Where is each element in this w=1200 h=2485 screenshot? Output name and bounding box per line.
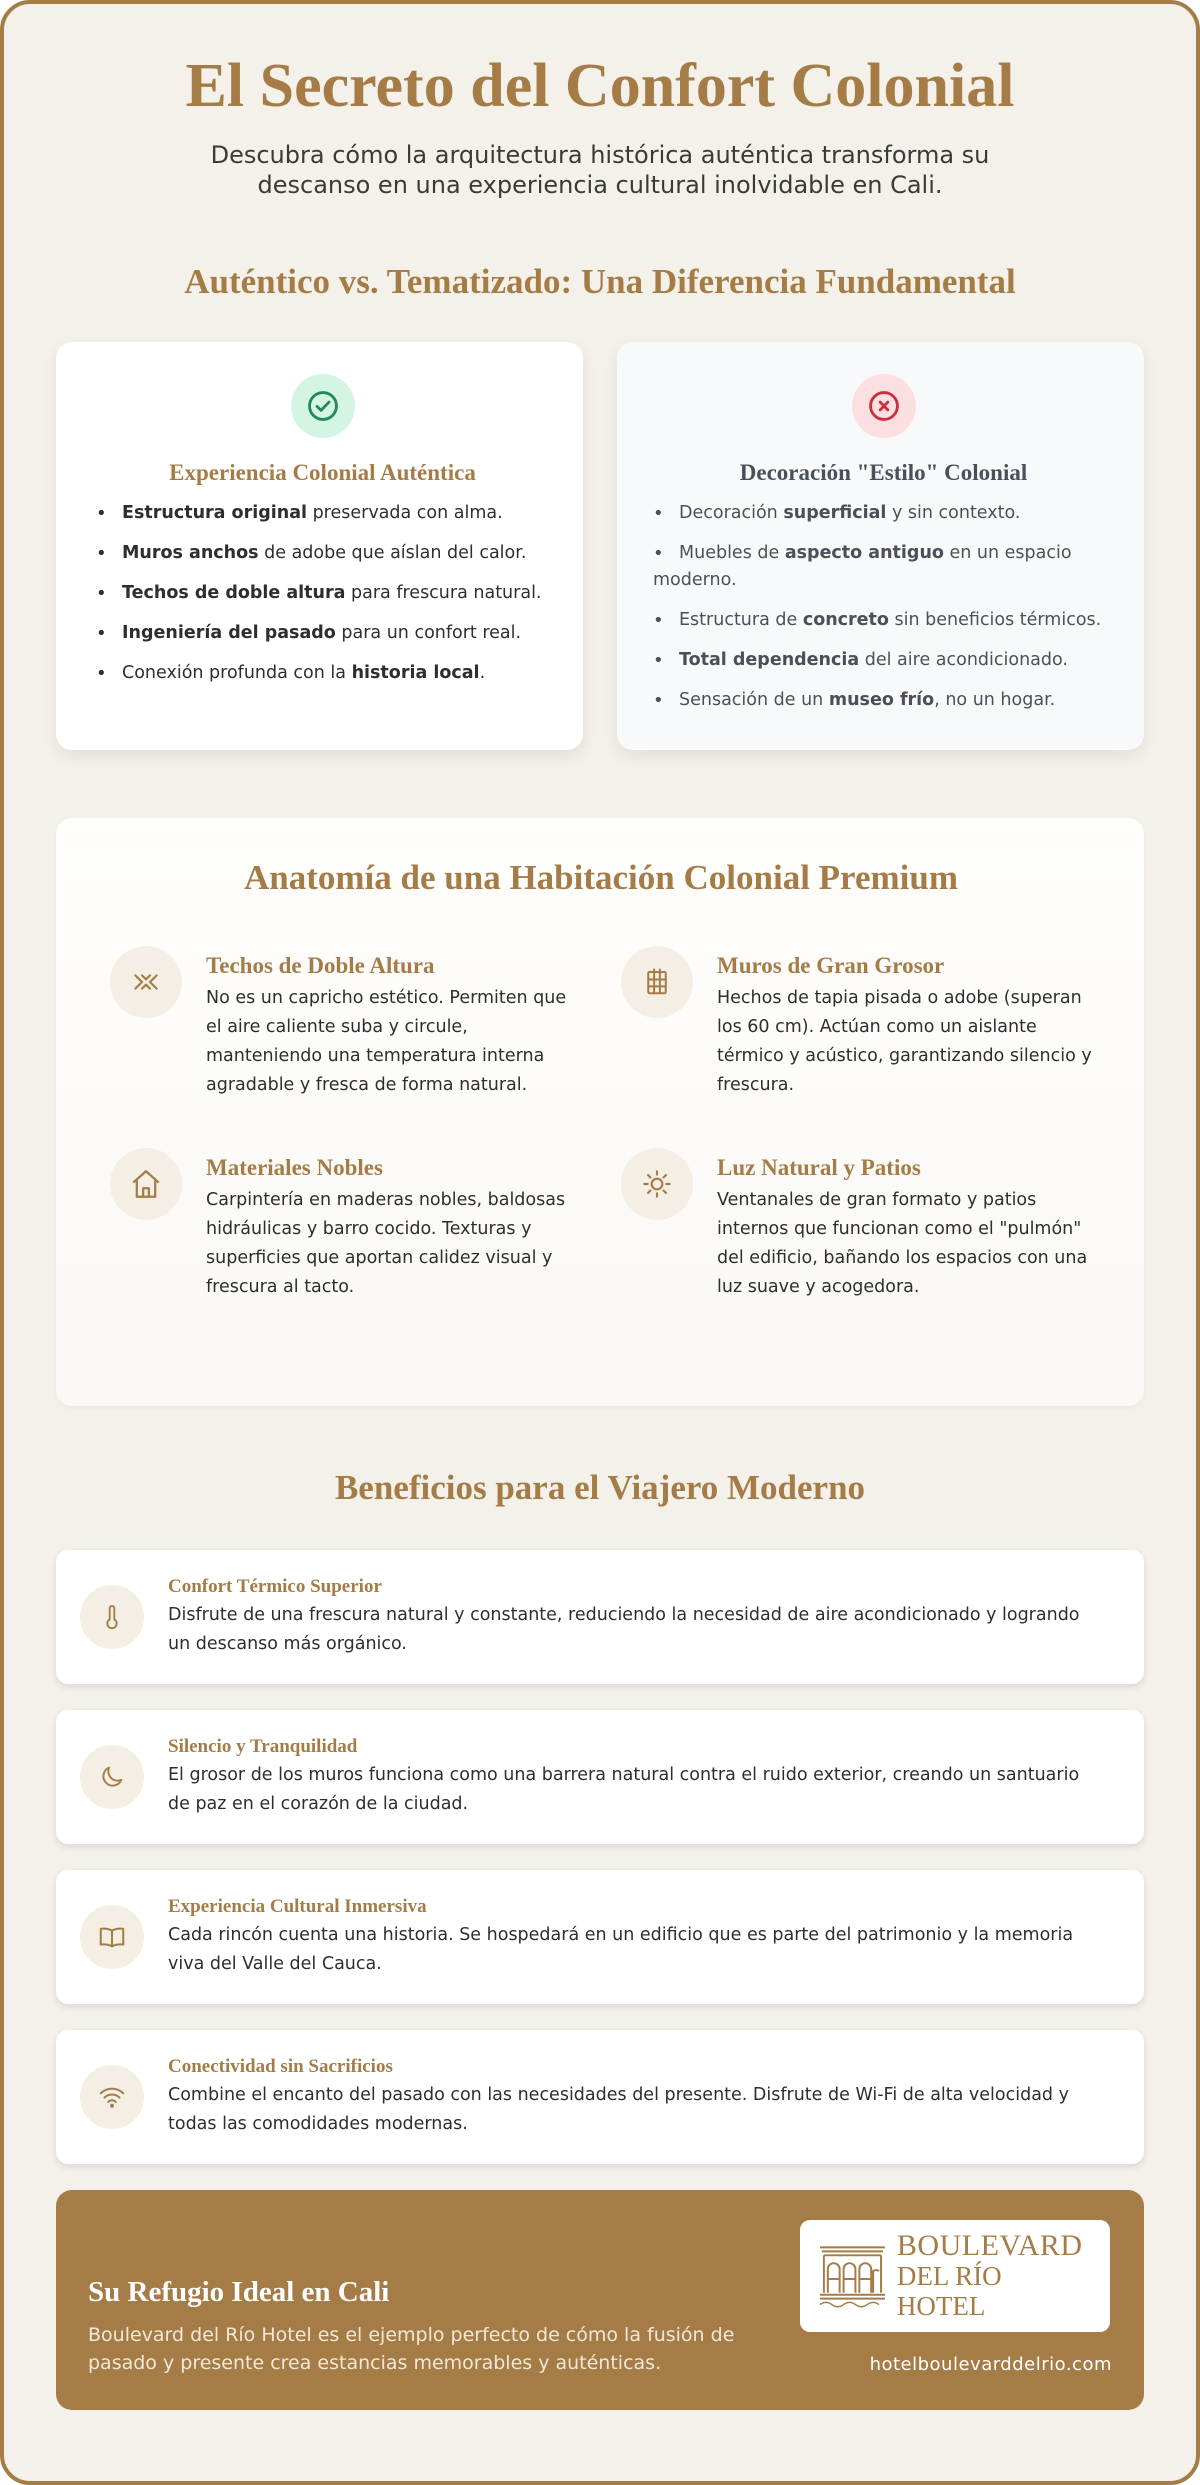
feature-item: [621, 952, 1092, 1100]
benefit-desc: Disfrute de una frescura natural y constante, reduciendo la necesidad de aire acondicionado y logrando un descanso más orgánico.: [168, 1605, 1080, 1654]
list-item: • Techos de doble altura para frescura natural.: [92, 580, 553, 607]
benefit-card: [56, 1710, 1144, 1844]
list-item: • Muros anchos de adobe que aíslan del calor.: [92, 540, 553, 567]
feature-text: No es un capricho estético. Permiten que el aire caliente suba y circule, manteniendo una temperatura interna agradable y fresca de forma natural.: [206, 988, 567, 1095]
benefit-name: Experiencia Cultural Inmersiva: [168, 1896, 427, 1917]
themed-list: [653, 500, 1114, 714]
book-icon: [80, 1905, 144, 1969]
logo-line2: DEL RÍO HOTEL: [896, 2261, 1002, 2321]
feature-text: Carpintería en maderas nobles, baldosas hidráulicas y barro cocido. Texturas y superficies que aportan calidez visual y frescura al tacto.: [206, 1190, 566, 1297]
benefit-name: Confort Térmico Superior: [168, 1576, 382, 1597]
house-icon: [110, 1148, 182, 1220]
themed-card: [617, 342, 1144, 750]
feature-item: [110, 1154, 581, 1302]
cta-banner: [56, 2190, 1144, 2410]
authentic-list: [92, 500, 553, 687]
themed-heading: Decoración "Estilo" Colonial: [739, 460, 1028, 485]
feature-text: Ventanales de gran formato y patios internos que funcionan como el "pulmón" del edificio, bañando los espacios con una luz suave y acogedora.: [717, 1190, 1088, 1297]
list-item: • Estructura original preservada con alma.: [92, 500, 553, 527]
feature-title: Materiales Nobles: [206, 1155, 383, 1180]
arrows-expand-icon: [110, 946, 182, 1018]
anatomy-title: Anatomía de una Habitación Colonial Premium: [244, 858, 958, 897]
benefits-list: [56, 1550, 1144, 2164]
page-subtitle: Descubra cómo la arquitectura histórica auténtica transforma su descanso en una experiencia cultural inolvidable en Cali.: [210, 141, 990, 199]
feature-title: Luz Natural y Patios: [717, 1155, 921, 1180]
cta-text: Boulevard del Río Hotel es el ejemplo perfecto de cómo la fusión de pasado y presente crea estancias memorables y auténticas.: [88, 2324, 735, 2374]
feature-title: Techos de Doble Altura: [206, 953, 435, 978]
page-title: El Secreto del Confort Colonial: [185, 52, 1015, 120]
comparison-title: Auténtico vs. Tematizado: Una Diferencia Fundamental: [184, 262, 1016, 301]
wifi-icon: [80, 2065, 144, 2129]
moon-icon: [80, 1745, 144, 1809]
hotel-logo: [800, 2220, 1110, 2332]
benefit-desc: Cada rincón cuenta una historia. Se hospedará en un edificio que es parte del patrimonio y la memoria viva del Valle del Cauca.: [168, 1925, 1074, 1974]
list-item: • Estructura de concreto sin beneficios térmicos.: [653, 607, 1114, 634]
wall-grid-icon: [621, 946, 693, 1018]
comparison-row: [56, 342, 1144, 750]
feature-title: Muros de Gran Grosor: [717, 953, 945, 978]
feature-text: Hechos de tapia pisada o adobe (superan los 60 cm). Actúan como un aislante térmico y acústico, garantizando silencio y frescura.: [717, 988, 1092, 1095]
hotel-building-icon: [816, 2239, 889, 2313]
check-circle-icon: [291, 374, 355, 438]
feature-item: [110, 952, 581, 1100]
list-item: • Ingeniería del pasado para un confort real.: [92, 620, 553, 647]
logo-line1: BOULEVARD: [896, 2229, 1083, 2262]
benefit-desc: Combine el encanto del pasado con las necesidades del presente. Disfrute de Wi-Fi de alta velocidad y todas las comodidades modernas.: [168, 2085, 1069, 2134]
sun-icon: [621, 1148, 693, 1220]
benefit-card: [56, 1870, 1144, 2004]
list-item: • Sensación de un museo frío, no un hogar.: [653, 687, 1114, 714]
benefit-card: [56, 2030, 1144, 2164]
anatomy-grid: [110, 952, 1092, 1302]
feature-item: [621, 1154, 1092, 1302]
cta-title: Su Refugio Ideal en Cali: [88, 2276, 390, 2308]
authentic-heading: Experiencia Colonial Auténtica: [169, 460, 476, 485]
benefit-card: [56, 1550, 1144, 1684]
benefits-title: Beneficios para el Viajero Moderno: [334, 1468, 866, 1507]
benefit-name: Silencio y Tranquilidad: [168, 1736, 358, 1757]
benefit-name: Conectividad sin Sacrificios: [168, 2056, 393, 2077]
benefit-desc: El grosor de los muros funciona como una barrera natural contra el ruido exterior, creando un santuario de paz en el corazón de la ciudad.: [168, 1765, 1080, 1814]
website-link[interactable]: hotelboulevarddelrio.com: [869, 2354, 1112, 2375]
list-item: • Total dependencia del aire acondicionado.: [653, 647, 1114, 674]
thermometer-icon: [80, 1585, 144, 1649]
list-item: • Muebles de aspecto antiguo en un espacio moderno.: [653, 540, 1114, 594]
list-item: • Decoración superficial y sin contexto.: [653, 500, 1114, 527]
x-circle-icon: [852, 374, 916, 438]
anatomy-section: [56, 818, 1144, 1406]
list-item: • Conexión profunda con la historia local.: [92, 660, 553, 687]
authentic-card: [56, 342, 583, 750]
